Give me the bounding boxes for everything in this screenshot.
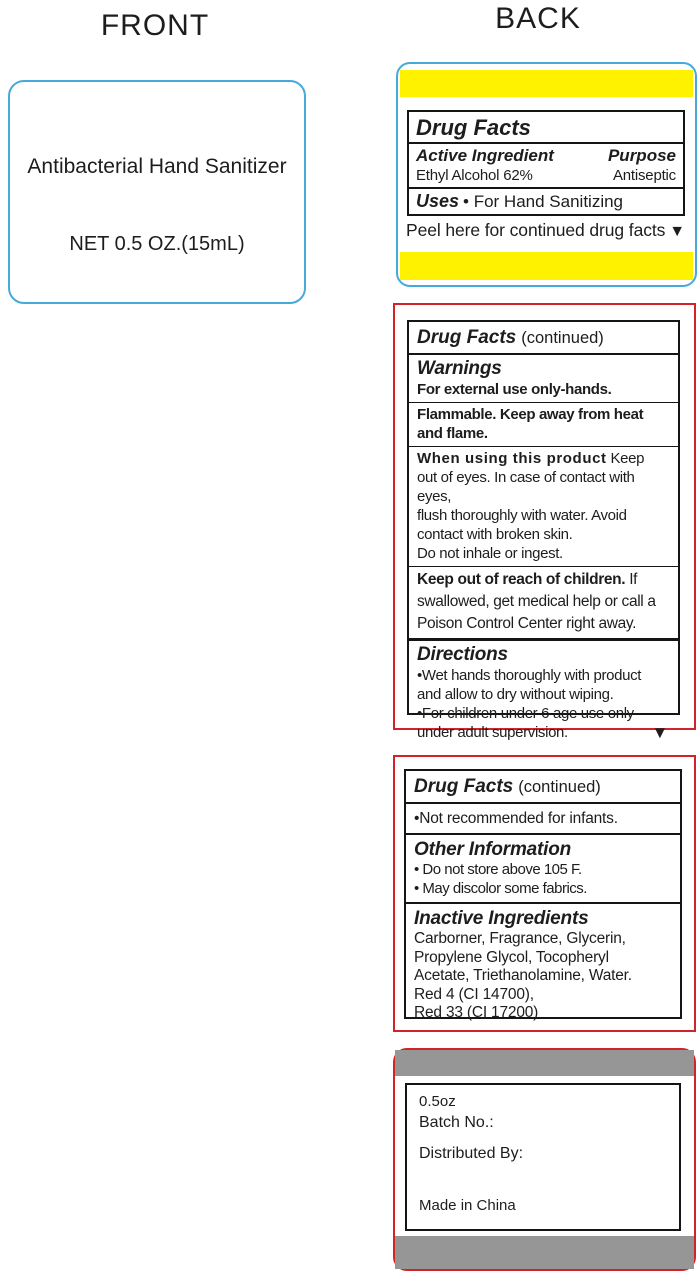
active-ingredient-section [409, 144, 683, 189]
drug-facts-continued-box-2 [404, 769, 682, 1019]
flammable-section [409, 403, 678, 447]
drug-facts-box [407, 110, 685, 216]
back-warnings-label-panel [393, 303, 696, 742]
warnings-section [409, 355, 678, 403]
product-name: Antibacterial Hand Sanitizer [27, 155, 287, 178]
drug-facts-title: Drug Facts [417, 327, 517, 348]
when-using-section [409, 447, 678, 567]
front-heading: FRONT [100, 9, 210, 42]
active-ingredient-value: Ethyl Alcohol 62% [416, 167, 533, 184]
peel-note [406, 220, 690, 241]
distributed-by-label: Distributed By: [419, 1145, 524, 1162]
inactive-ingredients-line: Acetate, Triethanolamine, Water. [414, 967, 632, 984]
when-using-lead: When using this product [417, 450, 607, 467]
yellow-band-top [400, 70, 693, 97]
flammable-line: and flame. [417, 425, 488, 442]
drug-facts-continued-header [406, 771, 680, 804]
net-size: 0.5oz [419, 1093, 456, 1110]
directions-line: under adult supervision. [417, 724, 568, 741]
peel-note-text: Peel here for continued drug facts [406, 220, 666, 240]
external-use-line: For external use only-hands. [417, 381, 612, 398]
purpose-value: Antiseptic [612, 167, 676, 184]
purpose-label: Purpose [607, 146, 676, 165]
other-information-title: Other Information [414, 839, 572, 860]
warnings-title: Warnings [417, 358, 502, 379]
other-information-line: • May discolor some fabrics. [414, 879, 587, 897]
directions-section [409, 641, 678, 745]
yellow-band-bottom [400, 252, 693, 280]
uses-section [409, 189, 683, 214]
directions-line: and allow to dry without wiping. [417, 686, 614, 703]
inactive-ingredients-section [406, 904, 680, 1027]
back-ingredients-label-panel [393, 755, 696, 1032]
keep-out-rest: If [625, 571, 638, 588]
keep-out-line: swallowed, get medical help or call a [417, 593, 656, 610]
drug-facts-title: Drug Facts [414, 776, 514, 797]
net-weight: NET 0.5 OZ.(15mL) [69, 233, 245, 255]
inactive-ingredients-line: Carborner, Fragrance, Glycerin, [414, 930, 626, 947]
front-label-panel [8, 80, 306, 304]
directions-title: Directions [417, 644, 508, 665]
when-using-line: out of eyes. In case of contact with eyes, [417, 469, 635, 505]
inactive-ingredients-title: Inactive Ingredients [414, 908, 589, 929]
when-using-line: Do not inhale or ingest. [417, 545, 563, 562]
inactive-ingredients-line: Red 4 (CI 14700), [414, 985, 534, 1003]
drug-facts-title: Drug Facts [416, 115, 531, 140]
gray-band-bottom [395, 1236, 694, 1269]
uses-label: Uses [416, 191, 460, 211]
country-of-origin: Made in China [419, 1197, 516, 1214]
drug-facts-continued-header [409, 322, 678, 355]
active-ingredient-label: Active Ingredient [416, 146, 554, 165]
down-triangle-icon: ▼ [651, 723, 668, 742]
back-heading: BACK [495, 2, 581, 35]
batch-number-label: Batch No.: [419, 1114, 494, 1131]
infants-note: •Not recommended for infants. [406, 804, 680, 835]
keep-out-of-reach-section [409, 567, 678, 641]
when-using-line: contact with broken skin. [417, 526, 573, 543]
when-using-line: flush thoroughly with water. Avoid [417, 507, 627, 524]
inactive-ingredients-line: Propylene Glycol, Tocopheryl [414, 948, 609, 966]
inactive-ingredients-line: Red 33 (CI 17200) [414, 1004, 539, 1021]
drug-facts-continued-box-1 [407, 320, 680, 742]
down-triangle-icon: ▼ [669, 223, 686, 240]
directions-line: •For children under 6 age use only [417, 705, 634, 722]
uses-value: • For Hand Sanitizing [463, 192, 624, 211]
gray-band-top [395, 1050, 694, 1076]
keep-out-lead: Keep out of reach of children. [417, 571, 626, 588]
batch-info-box [405, 1083, 681, 1231]
back-peel-label-panel [396, 62, 697, 287]
drug-facts-title-row [409, 112, 683, 144]
other-information-section [406, 835, 680, 904]
when-using-rest: Keep [606, 450, 645, 467]
directions-line: •Wet hands thoroughly with product [417, 667, 642, 684]
flammable-line: Flammable. Keep away from heat [417, 406, 644, 423]
back-batch-label-panel [393, 1048, 696, 1271]
keep-out-line: Poison Control Center right away. [417, 615, 637, 632]
continued-suffix: (continued) [518, 778, 601, 796]
continued-suffix: (continued) [521, 329, 604, 347]
other-information-line: • Do not store above 105 F. [414, 861, 582, 878]
